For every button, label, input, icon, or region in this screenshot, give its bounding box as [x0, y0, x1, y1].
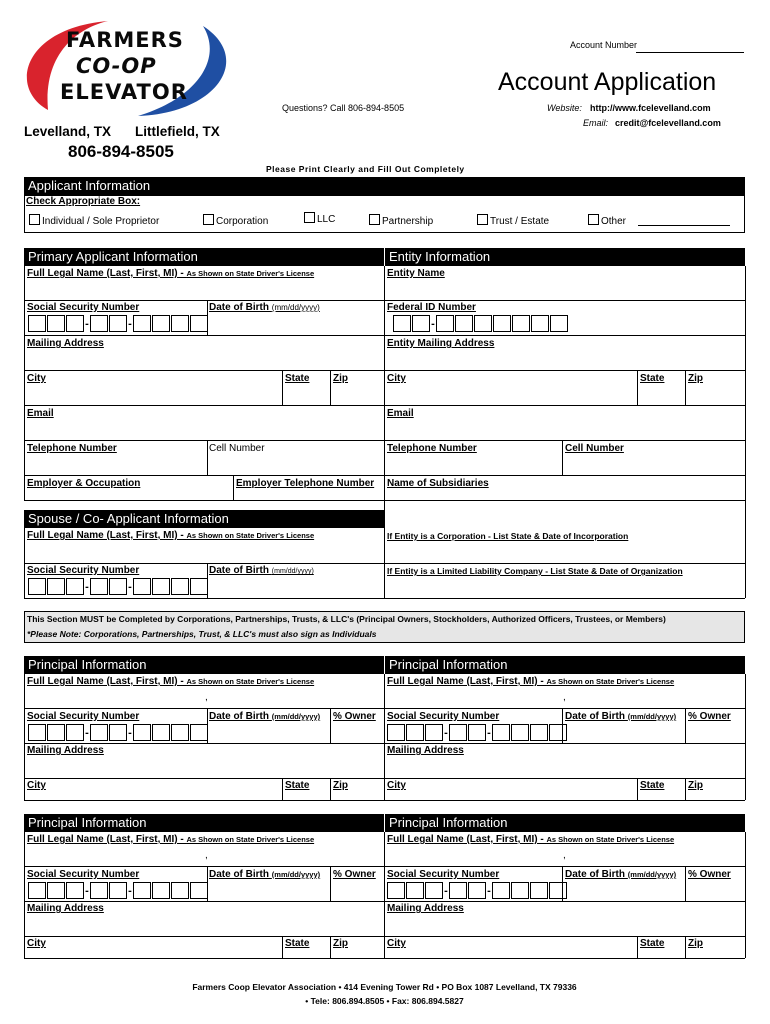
grid-line — [384, 674, 385, 800]
p1-zip-label: Zip — [333, 780, 348, 791]
primary-telephone-label: Telephone Number — [27, 443, 117, 454]
entity-telephone-label: Telephone Number — [387, 443, 477, 454]
p1-owner-label: % Owner — [333, 711, 376, 722]
primary-full-name-label: Full Legal Name (Last, First, MI) - As Shown on State Driver's License — [27, 268, 315, 279]
p3-state-label: State — [285, 938, 310, 949]
p2-ssn-label: Social Security Number — [387, 711, 500, 722]
grid-line — [330, 708, 331, 743]
grid-line — [637, 936, 638, 958]
page-title: Account Application — [498, 68, 717, 96]
option-trust[interactable] — [477, 214, 549, 227]
employer-label: Employer & Occupation — [27, 478, 141, 489]
p3-mailing-label: Mailing Address — [27, 903, 104, 914]
p4-full-name-label: Full Legal Name (Last, First, MI) - As Shown on State Driver's License — [387, 834, 675, 845]
applicant-information-bar: Applicant Information — [24, 177, 745, 195]
option-corporation[interactable] — [203, 214, 268, 227]
option-llc[interactable] — [304, 212, 335, 225]
grid-line — [24, 266, 25, 500]
account-number-field[interactable] — [636, 52, 744, 53]
grid-line — [384, 500, 385, 598]
grid-line — [637, 778, 638, 800]
grid-line — [24, 800, 745, 801]
p1-ssn-boxes[interactable]: - - — [28, 724, 208, 741]
grid-line — [330, 778, 331, 800]
option-label: Corporation — [216, 216, 269, 227]
email-link[interactable]: credit@fcelevelland.com — [615, 118, 721, 128]
primary-ssn-label: Social Security Number — [27, 302, 140, 313]
p2-full-name-label: Full Legal Name (Last, First, MI) - As Shown on State Driver's License — [387, 676, 675, 687]
p1-mailing-label: Mailing Address — [27, 745, 104, 756]
option-label: Individual / Sole Proprietor — [42, 216, 160, 227]
grid-line — [330, 866, 331, 901]
notice-line-1: This Section MUST be Completed by Corporations, Partnerships, Trusts, & LLC's (Principal Owners, Stockholders, Authorized Officers, Trustees, or Members) — [27, 614, 666, 624]
primary-email-label: Email — [27, 408, 54, 419]
header-phone: 806-894-8505 — [68, 142, 174, 161]
grid-line — [384, 832, 385, 958]
option-label: Other — [601, 216, 627, 227]
footer-address: Farmers Coop Elevator Association • 414 Evening Tower Rd • PO Box 1087 Levelland, TX 79336 — [192, 982, 577, 992]
federal-id-label: Federal ID Number — [387, 302, 476, 313]
p2-ssn-boxes[interactable]: - - — [387, 724, 567, 741]
primary-dob-label: Date of Birth (mm/dd/yyyy) — [209, 302, 320, 313]
logo-line-1: FARMERS — [66, 28, 184, 52]
logo-line-3: ELEVATOR — [60, 80, 188, 104]
grid-line — [745, 266, 746, 500]
p2-owner-label: % Owner — [688, 711, 731, 722]
grid-line — [24, 475, 745, 476]
entity-llc-label: If Entity is a Limited Liability Company - List State & Date of Organization — [387, 566, 683, 576]
grid-line — [24, 866, 745, 867]
entity-email-label: Email — [387, 408, 414, 419]
grid-line — [637, 370, 638, 405]
entity-mailing-label: Entity Mailing Address — [387, 338, 495, 349]
grid-line — [24, 832, 25, 958]
entity-zip-label: Zip — [688, 373, 703, 384]
website-label: Website: — [547, 103, 582, 113]
p1-state-label: State — [285, 780, 310, 791]
entity-cell-label: Cell Number — [565, 443, 624, 454]
option-individual[interactable] — [29, 214, 159, 227]
p3-ssn-boxes[interactable]: - - — [28, 882, 208, 899]
p3-zip-label: Zip — [333, 938, 348, 949]
logo-line-2: CO-OP — [76, 54, 157, 78]
grid-line — [745, 674, 746, 800]
primary-ssn-boxes[interactable]: - - — [28, 315, 208, 332]
grid-line — [24, 743, 745, 744]
p4-dob-label: Date of Birth (mm/dd/yyyy) — [565, 869, 677, 880]
p2-comma: , — [563, 692, 566, 703]
principal-bar-3: Principal Information — [24, 814, 384, 832]
grid-line — [24, 708, 745, 709]
grid-line — [24, 335, 745, 336]
checkbox-icon[interactable] — [304, 212, 315, 223]
spouse-ssn-boxes[interactable]: - - — [28, 578, 208, 595]
grid-line — [745, 500, 746, 598]
p3-full-name-label: Full Legal Name (Last, First, MI) - As Shown on State Driver's License — [27, 834, 315, 845]
option-label: LLC — [317, 214, 336, 225]
p2-state-label: State — [640, 780, 665, 791]
primary-cell-label: Cell Number — [209, 443, 265, 454]
p4-state-label: State — [640, 938, 665, 949]
primary-zip-label: Zip — [333, 373, 348, 384]
footer-contact: • Tele: 806.894.8505 • Fax: 806.894.5827 — [305, 996, 464, 1006]
grid-line — [282, 936, 283, 958]
city-littlefield: Littlefield, TX — [135, 124, 220, 139]
principal-bar-2: Principal Information — [385, 656, 745, 674]
grid-line — [24, 300, 745, 301]
grid-line — [282, 778, 283, 800]
p2-city-label: City — [387, 780, 406, 791]
primary-state-label: State — [285, 373, 310, 384]
checkbox-icon[interactable] — [588, 214, 599, 225]
spouse-full-name-label: Full Legal Name (Last, First, MI) - As Shown on State Driver's License — [27, 530, 315, 541]
subsidiaries-label: Name of Subsidiaries — [387, 478, 489, 489]
checkbox-icon[interactable] — [29, 214, 40, 225]
company-logo — [18, 18, 243, 120]
p4-ssn-label: Social Security Number — [387, 869, 500, 880]
grid-line — [685, 866, 686, 901]
p1-city-label: City — [27, 780, 46, 791]
grid-line — [24, 958, 745, 959]
questions-text: Questions? Call 806-894-8505 — [282, 103, 405, 113]
grid-line — [562, 440, 563, 475]
p1-ssn-label: Social Security Number — [27, 711, 140, 722]
p4-owner-label: % Owner — [688, 869, 731, 880]
grid-line — [685, 370, 686, 405]
grid-line — [207, 440, 208, 475]
federal-id-boxes[interactable]: - — [393, 315, 568, 332]
entity-name-label: Entity Name — [387, 268, 445, 279]
grid-line — [685, 936, 686, 958]
grid-line — [685, 778, 686, 800]
p3-comma: , — [205, 850, 208, 861]
grid-line — [233, 475, 234, 500]
grid-line — [330, 370, 331, 405]
other-field[interactable] — [638, 225, 730, 226]
p1-full-name-label: Full Legal Name (Last, First, MI) - As Shown on State Driver's License — [27, 676, 315, 687]
p1-dob-label: Date of Birth (mm/dd/yyyy) — [209, 711, 321, 722]
principal-bar-1: Principal Information — [24, 656, 384, 674]
notice-line-2: *Please Note: Corporations, Partnerships, Trust, & LLC's must also sign as Individuals — [27, 629, 377, 639]
grid-line — [24, 674, 25, 800]
instruction-text: Please Print Clearly and Fill Out Completely — [266, 164, 465, 174]
spouse-ssn-label: Social Security Number — [27, 565, 140, 576]
account-number-label: Account Number — [570, 40, 638, 50]
checkbox-icon[interactable] — [477, 214, 488, 225]
grid-line — [24, 440, 745, 441]
employer-phone-label: Employer Telephone Number — [236, 478, 375, 489]
grid-line — [330, 936, 331, 958]
spouse-dob-label: Date of Birth (mm/dd/yyyy) — [209, 565, 314, 576]
city-levelland: Levelland, TX — [24, 124, 112, 139]
grid-line — [24, 598, 745, 599]
spouse-bar: Spouse / Co- Applicant Information — [24, 510, 384, 528]
grid-line — [745, 832, 746, 958]
primary-mailing-label: Mailing Address — [27, 338, 104, 349]
entity-state-label: State — [640, 373, 665, 384]
option-partnership[interactable] — [369, 214, 433, 227]
option-label: Trust / Estate — [490, 216, 550, 227]
p2-zip-label: Zip — [688, 780, 703, 791]
grid-line — [384, 266, 385, 500]
p4-comma: , — [563, 850, 566, 861]
grid-line — [24, 563, 745, 564]
p2-mailing-label: Mailing Address — [387, 745, 464, 756]
p3-owner-label: % Owner — [333, 869, 376, 880]
p4-zip-label: Zip — [688, 938, 703, 949]
primary-applicant-bar: Primary Applicant Information — [24, 248, 384, 266]
website-link[interactable]: http://www.fcelevelland.com — [590, 103, 711, 113]
primary-city-label: City — [27, 373, 46, 384]
p3-dob-label: Date of Birth (mm/dd/yyyy) — [209, 869, 321, 880]
checkbox-icon[interactable] — [203, 214, 214, 225]
grid-line — [685, 708, 686, 743]
grid-line — [24, 405, 745, 406]
entity-city-label: City — [387, 373, 406, 384]
p1-comma: , — [205, 692, 208, 703]
grid-line — [282, 370, 283, 405]
p3-ssn-label: Social Security Number — [27, 869, 140, 880]
check-box-label: Check Appropriate Box: — [26, 196, 141, 207]
p4-city-label: City — [387, 938, 406, 949]
p3-city-label: City — [27, 938, 46, 949]
entity-information-bar: Entity Information — [385, 248, 745, 266]
entity-corp-label: If Entity is a Corporation - List State & Date of Incorporation — [387, 531, 629, 541]
p2-dob-label: Date of Birth (mm/dd/yyyy) — [565, 711, 677, 722]
grid-line — [24, 901, 745, 902]
option-other[interactable] — [588, 214, 626, 227]
email-label: Email: — [583, 118, 609, 128]
checkbox-icon[interactable] — [369, 214, 380, 225]
option-label: Partnership — [382, 216, 434, 227]
p4-mailing-label: Mailing Address — [387, 903, 464, 914]
p4-ssn-boxes[interactable]: - - — [387, 882, 567, 899]
principal-bar-4: Principal Information — [385, 814, 745, 832]
